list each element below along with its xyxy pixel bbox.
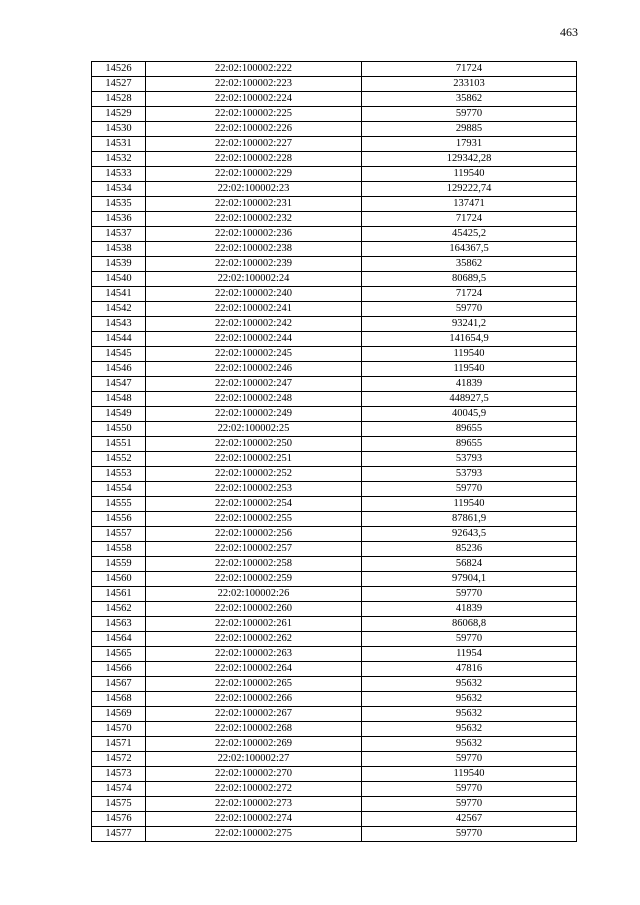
table-row bbox=[92, 632, 577, 647]
table-row bbox=[92, 272, 577, 287]
value-cell: 89655 bbox=[362, 422, 577, 437]
row-number-cell: 14550 bbox=[92, 422, 146, 437]
table-row bbox=[92, 527, 577, 542]
table-row bbox=[92, 317, 577, 332]
row-number-cell: 14564 bbox=[92, 632, 146, 647]
cadastral-number-cell: 22:02:100002:266 bbox=[146, 692, 362, 707]
cadastral-number-cell: 22:02:100002:267 bbox=[146, 707, 362, 722]
table-row bbox=[92, 827, 577, 842]
value-cell: 119540 bbox=[362, 167, 577, 182]
cadastral-number-cell: 22:02:100002:250 bbox=[146, 437, 362, 452]
cadastral-number-cell: 22:02:100002:262 bbox=[146, 632, 362, 647]
cadastral-number-cell: 22:02:100002:269 bbox=[146, 737, 362, 752]
value-cell: 95632 bbox=[362, 677, 577, 692]
value-cell: 119540 bbox=[362, 767, 577, 782]
value-cell: 59770 bbox=[362, 797, 577, 812]
cadastral-number-cell: 22:02:100002:232 bbox=[146, 212, 362, 227]
row-number-cell: 14533 bbox=[92, 167, 146, 182]
table-row bbox=[92, 287, 577, 302]
value-cell: 119540 bbox=[362, 347, 577, 362]
value-cell: 59770 bbox=[362, 752, 577, 767]
row-number-cell: 14543 bbox=[92, 317, 146, 332]
row-number-cell: 14531 bbox=[92, 137, 146, 152]
value-cell: 59770 bbox=[362, 632, 577, 647]
cadastral-number-cell: 22:02:100002:25 bbox=[146, 422, 362, 437]
table-row bbox=[92, 497, 577, 512]
row-number-cell: 14565 bbox=[92, 647, 146, 662]
value-cell: 119540 bbox=[362, 362, 577, 377]
cadastral-number-cell: 22:02:100002:226 bbox=[146, 122, 362, 137]
value-cell: 41839 bbox=[362, 602, 577, 617]
cadastral-number-cell: 22:02:100002:247 bbox=[146, 377, 362, 392]
cadastral-number-cell: 22:02:100002:27 bbox=[146, 752, 362, 767]
cadastral-number-cell: 22:02:100002:227 bbox=[146, 137, 362, 152]
value-cell: 59770 bbox=[362, 107, 577, 122]
value-cell: 53793 bbox=[362, 452, 577, 467]
row-number-cell: 14563 bbox=[92, 617, 146, 632]
value-cell: 11954 bbox=[362, 647, 577, 662]
cadastral-number-cell: 22:02:100002:23 bbox=[146, 182, 362, 197]
cadastral-number-cell: 22:02:100002:252 bbox=[146, 467, 362, 482]
cadastral-number-cell: 22:02:100002:265 bbox=[146, 677, 362, 692]
table-row bbox=[92, 347, 577, 362]
cadastral-number-cell: 22:02:100002:257 bbox=[146, 542, 362, 557]
row-number-cell: 14536 bbox=[92, 212, 146, 227]
table-row bbox=[92, 512, 577, 527]
table-row bbox=[92, 752, 577, 767]
table-row bbox=[92, 77, 577, 92]
cadastral-number-cell: 22:02:100002:261 bbox=[146, 617, 362, 632]
cadastral-number-cell: 22:02:100002:272 bbox=[146, 782, 362, 797]
table-row bbox=[92, 482, 577, 497]
table-row bbox=[92, 152, 577, 167]
table-row bbox=[92, 212, 577, 227]
row-number-cell: 14546 bbox=[92, 362, 146, 377]
row-number-cell: 14548 bbox=[92, 392, 146, 407]
cadastral-number-cell: 22:02:100002:248 bbox=[146, 392, 362, 407]
cadastral-number-cell: 22:02:100002:254 bbox=[146, 497, 362, 512]
cadastral-number-cell: 22:02:100002:256 bbox=[146, 527, 362, 542]
row-number-cell: 14562 bbox=[92, 602, 146, 617]
value-cell: 119540 bbox=[362, 497, 577, 512]
cadastral-number-cell: 22:02:100002:255 bbox=[146, 512, 362, 527]
value-cell: 129342,28 bbox=[362, 152, 577, 167]
cadastral-number-cell: 22:02:100002:253 bbox=[146, 482, 362, 497]
table-row bbox=[92, 122, 577, 137]
row-number-cell: 14547 bbox=[92, 377, 146, 392]
value-cell: 164367,5 bbox=[362, 242, 577, 257]
table-row bbox=[92, 602, 577, 617]
cadastral-number-cell: 22:02:100002:244 bbox=[146, 332, 362, 347]
table-row bbox=[92, 647, 577, 662]
table-row bbox=[92, 452, 577, 467]
table-row bbox=[92, 137, 577, 152]
value-cell: 86068,8 bbox=[362, 617, 577, 632]
cadastral-number-cell: 22:02:100002:239 bbox=[146, 257, 362, 272]
value-cell: 95632 bbox=[362, 692, 577, 707]
cadastral-number-cell: 22:02:100002:251 bbox=[146, 452, 362, 467]
table-row bbox=[92, 182, 577, 197]
value-cell: 35862 bbox=[362, 92, 577, 107]
value-cell: 95632 bbox=[362, 737, 577, 752]
cadastral-number-cell: 22:02:100002:258 bbox=[146, 557, 362, 572]
value-cell: 35862 bbox=[362, 257, 577, 272]
value-cell: 41839 bbox=[362, 377, 577, 392]
value-cell: 448927,5 bbox=[362, 392, 577, 407]
table-row bbox=[92, 662, 577, 677]
value-cell: 93241,2 bbox=[362, 317, 577, 332]
row-number-cell: 14528 bbox=[92, 92, 146, 107]
row-number-cell: 14568 bbox=[92, 692, 146, 707]
table-row bbox=[92, 257, 577, 272]
table-row bbox=[92, 557, 577, 572]
row-number-cell: 14553 bbox=[92, 467, 146, 482]
table-row bbox=[92, 197, 577, 212]
row-number-cell: 14529 bbox=[92, 107, 146, 122]
table-row bbox=[92, 62, 577, 77]
row-number-cell: 14540 bbox=[92, 272, 146, 287]
row-number-cell: 14537 bbox=[92, 227, 146, 242]
row-number-cell: 14552 bbox=[92, 452, 146, 467]
cadastral-number-cell: 22:02:100002:231 bbox=[146, 197, 362, 212]
cadastral-number-cell: 22:02:100002:224 bbox=[146, 92, 362, 107]
value-cell: 85236 bbox=[362, 542, 577, 557]
table-row bbox=[92, 107, 577, 122]
cadastral-number-cell: 22:02:100002:259 bbox=[146, 572, 362, 587]
value-cell: 95632 bbox=[362, 707, 577, 722]
cadastral-number-cell: 22:02:100002:249 bbox=[146, 407, 362, 422]
table-row bbox=[92, 617, 577, 632]
row-number-cell: 14576 bbox=[92, 812, 146, 827]
data-table bbox=[91, 61, 577, 842]
value-cell: 87861,9 bbox=[362, 512, 577, 527]
cadastral-number-cell: 22:02:100002:242 bbox=[146, 317, 362, 332]
value-cell: 95632 bbox=[362, 722, 577, 737]
row-number-cell: 14535 bbox=[92, 197, 146, 212]
value-cell: 59770 bbox=[362, 302, 577, 317]
value-cell: 92643,5 bbox=[362, 527, 577, 542]
value-cell: 59770 bbox=[362, 482, 577, 497]
cadastral-number-cell: 22:02:100002:240 bbox=[146, 287, 362, 302]
row-number-cell: 14530 bbox=[92, 122, 146, 137]
value-cell: 59770 bbox=[362, 782, 577, 797]
row-number-cell: 14571 bbox=[92, 737, 146, 752]
row-number-cell: 14561 bbox=[92, 587, 146, 602]
value-cell: 47816 bbox=[362, 662, 577, 677]
table-row bbox=[92, 302, 577, 317]
cadastral-number-cell: 22:02:100002:245 bbox=[146, 347, 362, 362]
value-cell: 97904,1 bbox=[362, 572, 577, 587]
cadastral-number-cell: 22:02:100002:228 bbox=[146, 152, 362, 167]
row-number-cell: 14538 bbox=[92, 242, 146, 257]
value-cell: 42567 bbox=[362, 812, 577, 827]
value-cell: 40045,9 bbox=[362, 407, 577, 422]
value-cell: 137471 bbox=[362, 197, 577, 212]
table-row bbox=[92, 227, 577, 242]
value-cell: 45425,2 bbox=[362, 227, 577, 242]
table-row bbox=[92, 587, 577, 602]
cadastral-number-cell: 22:02:100002:229 bbox=[146, 167, 362, 182]
table-row bbox=[92, 692, 577, 707]
value-cell: 71724 bbox=[362, 212, 577, 227]
table-row bbox=[92, 737, 577, 752]
value-cell: 71724 bbox=[362, 287, 577, 302]
table-row bbox=[92, 722, 577, 737]
row-number-cell: 14526 bbox=[92, 62, 146, 77]
table-row bbox=[92, 92, 577, 107]
cadastral-number-cell: 22:02:100002:241 bbox=[146, 302, 362, 317]
row-number-cell: 14566 bbox=[92, 662, 146, 677]
row-number-cell: 14551 bbox=[92, 437, 146, 452]
row-number-cell: 14560 bbox=[92, 572, 146, 587]
row-number-cell: 14541 bbox=[92, 287, 146, 302]
cadastral-number-cell: 22:02:100002:274 bbox=[146, 812, 362, 827]
table-row bbox=[92, 707, 577, 722]
table-row bbox=[92, 332, 577, 347]
table-row bbox=[92, 677, 577, 692]
row-number-cell: 14559 bbox=[92, 557, 146, 572]
row-number-cell: 14542 bbox=[92, 302, 146, 317]
value-cell: 59770 bbox=[362, 827, 577, 842]
value-cell: 129222,74 bbox=[362, 182, 577, 197]
cadastral-number-cell: 22:02:100002:275 bbox=[146, 827, 362, 842]
table-row bbox=[92, 797, 577, 812]
table-row bbox=[92, 377, 577, 392]
value-cell: 80689,5 bbox=[362, 272, 577, 287]
cadastral-number-cell: 22:02:100002:222 bbox=[146, 62, 362, 77]
row-number-cell: 14569 bbox=[92, 707, 146, 722]
table-row bbox=[92, 572, 577, 587]
value-cell: 53793 bbox=[362, 467, 577, 482]
value-cell: 141654,9 bbox=[362, 332, 577, 347]
cadastral-number-cell: 22:02:100002:273 bbox=[146, 797, 362, 812]
table-row bbox=[92, 437, 577, 452]
table-row bbox=[92, 167, 577, 182]
row-number-cell: 14573 bbox=[92, 767, 146, 782]
row-number-cell: 14570 bbox=[92, 722, 146, 737]
row-number-cell: 14545 bbox=[92, 347, 146, 362]
value-cell: 56824 bbox=[362, 557, 577, 572]
row-number-cell: 14527 bbox=[92, 77, 146, 92]
cadastral-number-cell: 22:02:100002:238 bbox=[146, 242, 362, 257]
table-row bbox=[92, 407, 577, 422]
row-number-cell: 14532 bbox=[92, 152, 146, 167]
row-number-cell: 14539 bbox=[92, 257, 146, 272]
row-number-cell: 14575 bbox=[92, 797, 146, 812]
cadastral-number-cell: 22:02:100002:223 bbox=[146, 77, 362, 92]
table-row bbox=[92, 467, 577, 482]
row-number-cell: 14577 bbox=[92, 827, 146, 842]
cadastral-number-cell: 22:02:100002:236 bbox=[146, 227, 362, 242]
row-number-cell: 14572 bbox=[92, 752, 146, 767]
cadastral-number-cell: 22:02:100002:270 bbox=[146, 767, 362, 782]
value-cell: 17931 bbox=[362, 137, 577, 152]
cadastral-number-cell: 22:02:100002:225 bbox=[146, 107, 362, 122]
table-row bbox=[92, 812, 577, 827]
cadastral-number-cell: 22:02:100002:246 bbox=[146, 362, 362, 377]
table-row bbox=[92, 392, 577, 407]
row-number-cell: 14549 bbox=[92, 407, 146, 422]
table-row bbox=[92, 242, 577, 257]
row-number-cell: 14534 bbox=[92, 182, 146, 197]
row-number-cell: 14556 bbox=[92, 512, 146, 527]
cadastral-number-cell: 22:02:100002:263 bbox=[146, 647, 362, 662]
table-row bbox=[92, 362, 577, 377]
cadastral-number-cell: 22:02:100002:260 bbox=[146, 602, 362, 617]
cadastral-number-cell: 22:02:100002:24 bbox=[146, 272, 362, 287]
table-row bbox=[92, 422, 577, 437]
value-cell: 233103 bbox=[362, 77, 577, 92]
row-number-cell: 14554 bbox=[92, 482, 146, 497]
row-number-cell: 14574 bbox=[92, 782, 146, 797]
table-row bbox=[92, 542, 577, 557]
row-number-cell: 14555 bbox=[92, 497, 146, 512]
value-cell: 29885 bbox=[362, 122, 577, 137]
table-row bbox=[92, 767, 577, 782]
value-cell: 71724 bbox=[362, 62, 577, 77]
row-number-cell: 14557 bbox=[92, 527, 146, 542]
value-cell: 89655 bbox=[362, 437, 577, 452]
table-body bbox=[92, 62, 577, 842]
table-row bbox=[92, 782, 577, 797]
row-number-cell: 14558 bbox=[92, 542, 146, 557]
value-cell: 59770 bbox=[362, 587, 577, 602]
row-number-cell: 14544 bbox=[92, 332, 146, 347]
row-number-cell: 14567 bbox=[92, 677, 146, 692]
cadastral-number-cell: 22:02:100002:268 bbox=[146, 722, 362, 737]
cadastral-number-cell: 22:02:100002:26 bbox=[146, 587, 362, 602]
cadastral-number-cell: 22:02:100002:264 bbox=[146, 662, 362, 677]
page-number: 463 bbox=[560, 25, 578, 39]
